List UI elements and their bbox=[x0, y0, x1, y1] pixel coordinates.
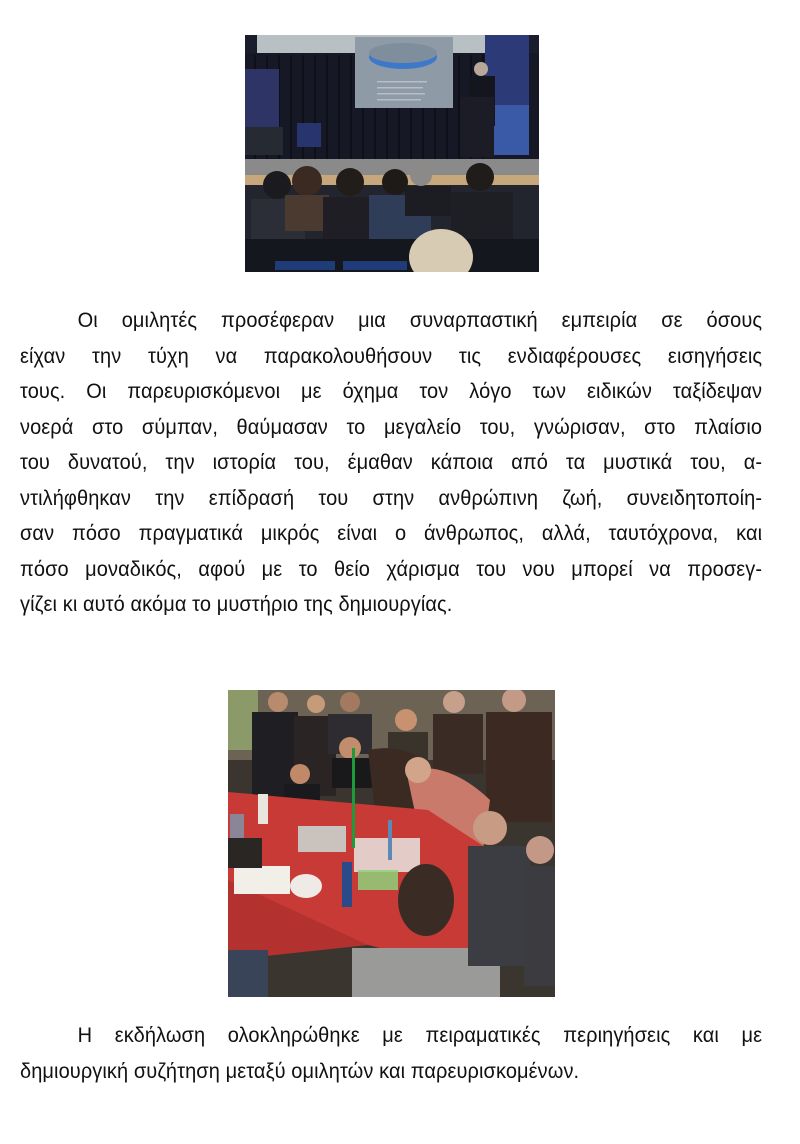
body-paragraph-1 bbox=[20, 303, 762, 623]
lecture-hall-illustration bbox=[245, 35, 539, 272]
body-paragraph-2 bbox=[20, 1018, 762, 1089]
paragraph-line: γίζει κι αυτό ακόμα το μυστήριο της δημιουργίας. bbox=[20, 592, 453, 616]
paragraph-line: Η εκδήλωση ολοκληρώθηκε με πειραματικές περιηγήσεις και με bbox=[77, 1023, 763, 1047]
paragraph-line: δημιουργική συζήτηση μεταξύ ομιλητών και παρευρισκομένων. bbox=[20, 1058, 580, 1083]
paragraph-line: είχαν την τύχη να παρακολουθήσουν τις ενδιαφέρουσες εισηγήσεις bbox=[20, 343, 763, 368]
experiment-table-photo bbox=[228, 690, 555, 997]
paragraph-line: ντιλήφθηκαν την επίδρασή του στην ανθρώπινη ζωή, συνειδητοποίη- bbox=[20, 485, 763, 510]
lecture-hall-photo bbox=[245, 35, 539, 272]
experiment-table-illustration bbox=[228, 690, 555, 997]
paragraph-line: τους. Οι παρευρισκόμενοι με όχημα τον λόγο των ειδικών ταξίδεψαν bbox=[20, 379, 763, 403]
paragraph-line: Οι ομιλητές προσέφεραν μια συναρπαστική εμπειρία σε όσους bbox=[77, 308, 763, 332]
paragraph-line: νοερά στο σύμπαν, θαύμασαν το μεγαλείο του, γνώρισαν, στο πλαίσιο bbox=[20, 414, 763, 439]
paragraph-line: σαν πόσο πραγματικά μικρός είναι ο άνθρωπος, αλλά, ταυτόχρονα, και bbox=[20, 521, 763, 545]
paragraph-line: του δυνατού, την ιστορία του, έμαθαν κάποια από τα μυστικά του, α- bbox=[20, 450, 763, 474]
paragraph-line: πόσο μοναδικός, αφού με το θείο χάρισμα του νου μπορεί να προσεγ- bbox=[20, 556, 763, 581]
